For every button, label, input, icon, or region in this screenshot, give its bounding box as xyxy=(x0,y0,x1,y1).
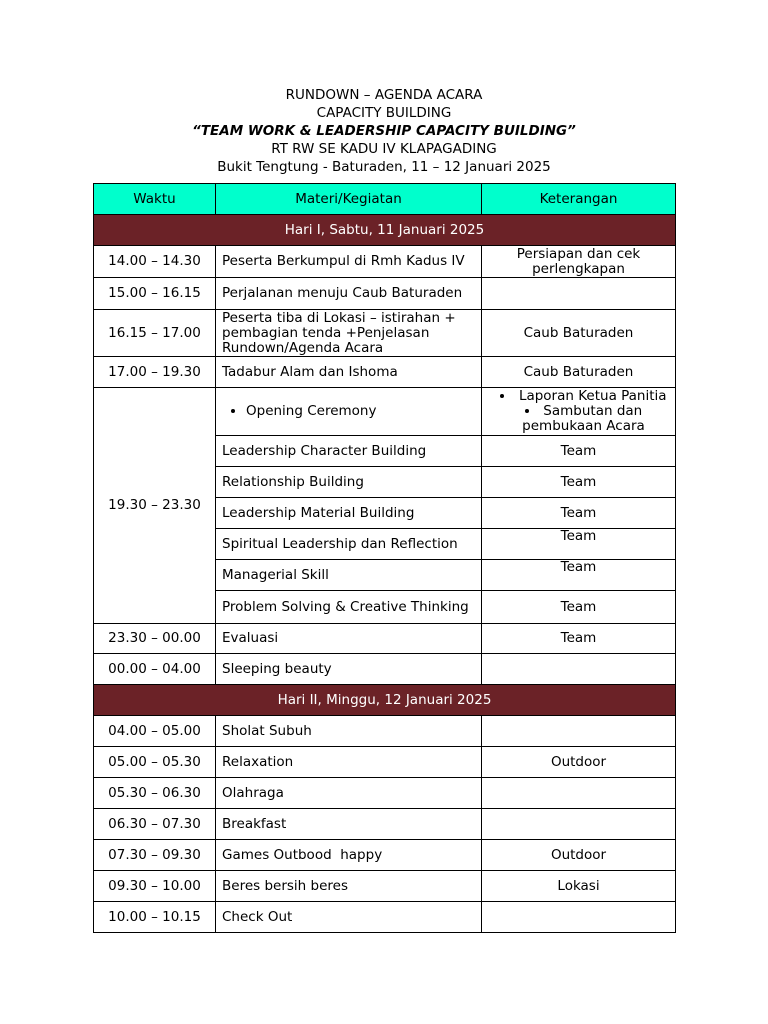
table-row xyxy=(94,840,676,871)
title-line-4: RT RW SE KADU IV KLAPAGADING xyxy=(271,141,497,157)
table-row xyxy=(94,747,676,778)
time-cell: 05.30 – 06.30 xyxy=(94,778,216,809)
time-cell: 00.00 – 04.00 xyxy=(94,654,216,685)
time-cell: 06.30 – 07.30 xyxy=(94,809,216,840)
table-row xyxy=(94,778,676,809)
activity-cell: Peserta tiba di Lokasi – istirahan + pembagian tenda +Penjelasan Rundown/Agenda Acara xyxy=(216,310,482,357)
activity-cell: Check Out xyxy=(216,902,482,933)
note-cell: Persiapan dan cek perlengkapan xyxy=(482,246,676,278)
note-cell xyxy=(482,654,676,685)
time-cell: 04.00 – 05.00 xyxy=(94,716,216,747)
column-header-materi: Materi/Kegiatan xyxy=(216,184,482,215)
column-header-keterangan: Keterangan xyxy=(482,184,676,215)
note-cell: Team xyxy=(482,498,676,529)
title-line-2: CAPACITY BUILDING xyxy=(316,105,452,121)
activity-cell: Leadership Character Building xyxy=(216,436,482,467)
time-cell: 16.15 – 17.00 xyxy=(94,310,216,357)
day-2-header: Hari II, Minggu, 12 Januari 2025 xyxy=(94,685,676,716)
time-cell: 10.00 – 10.15 xyxy=(94,902,216,933)
table-row xyxy=(94,716,676,747)
title-line-5: Bukit Tengtung - Baturaden, 11 – 12 Januari 2025 xyxy=(217,159,551,175)
rundown-table xyxy=(93,183,676,933)
title-line-1: RUNDOWN – AGENDA ACARA xyxy=(285,87,483,103)
activity-cell: Beres bersih beres xyxy=(216,871,482,902)
activity-cell: Sholat Subuh xyxy=(216,716,482,747)
time-cell: 14.00 – 14.30 xyxy=(94,246,216,278)
activity-cell: Breakfast xyxy=(216,809,482,840)
table-row xyxy=(94,871,676,902)
time-cell: 19.30 – 23.30 xyxy=(94,388,216,624)
day-header-row xyxy=(94,685,676,716)
note-cell: Lokasi xyxy=(482,871,676,902)
day-1-header: Hari I, Sabtu, 11 Januari 2025 xyxy=(94,215,676,246)
time-cell: 15.00 – 16.15 xyxy=(94,278,216,310)
activity-cell: Managerial Skill xyxy=(216,560,482,591)
table-row xyxy=(94,246,676,278)
activity-cell xyxy=(216,388,482,436)
activity-cell: Relaxation xyxy=(216,747,482,778)
table-row xyxy=(94,654,676,685)
activity-cell: Tadabur Alam dan Ishoma xyxy=(216,357,482,388)
note-cell xyxy=(482,278,676,310)
note-cell: Caub Baturaden xyxy=(482,310,676,357)
activity-cell: Sleeping beauty xyxy=(216,654,482,685)
activity-cell: Olahraga xyxy=(216,778,482,809)
time-cell: 09.30 – 10.00 xyxy=(94,871,216,902)
note-cell: Outdoor xyxy=(482,747,676,778)
table-row xyxy=(94,388,676,436)
activity-cell: Leadership Material Building xyxy=(216,498,482,529)
note-cell xyxy=(482,388,676,436)
time-cell: 05.00 – 05.30 xyxy=(94,747,216,778)
table-row xyxy=(94,310,676,357)
note-cell: Team xyxy=(482,560,676,591)
document-header xyxy=(0,86,768,176)
activity-cell: Problem Solving & Creative Thinking xyxy=(216,591,482,624)
table-row xyxy=(94,357,676,388)
day-header-row xyxy=(94,215,676,246)
note-cell: Team xyxy=(482,467,676,498)
activity-cell: Games Outbood happy xyxy=(216,840,482,871)
column-header-waktu: Waktu xyxy=(94,184,216,215)
activity-cell: Spiritual Leadership dan Reflection xyxy=(216,529,482,560)
time-cell: 07.30 – 09.30 xyxy=(94,840,216,871)
activity-cell: Peserta Berkumpul di Rmh Kadus IV xyxy=(216,246,482,278)
note-cell: Team xyxy=(482,624,676,654)
activity-cell: Evaluasi xyxy=(216,624,482,654)
table-header-row xyxy=(94,184,676,215)
title-line-3: “TEAM WORK & LEADERSHIP CAPACITY BUILDING” xyxy=(192,123,576,139)
time-cell: 17.00 – 19.30 xyxy=(94,357,216,388)
table-row xyxy=(94,809,676,840)
note-cell xyxy=(482,902,676,933)
note-cell: Caub Baturaden xyxy=(482,357,676,388)
activity-cell: Relationship Building xyxy=(216,467,482,498)
time-cell: 23.30 – 00.00 xyxy=(94,624,216,654)
note-cell xyxy=(482,778,676,809)
list-item: • Sambutan dan pembukaan Acara xyxy=(498,404,669,434)
activity-cell: Perjalanan menuju Caub Baturaden xyxy=(216,278,482,310)
note-cell: Outdoor xyxy=(482,840,676,871)
note-cell: Team xyxy=(482,436,676,467)
table-row xyxy=(94,624,676,654)
table-row xyxy=(94,278,676,310)
list-item: • Opening Ceremony xyxy=(246,404,475,419)
table-row xyxy=(94,902,676,933)
note-cell: Team xyxy=(482,591,676,624)
list-item: • Laporan Ketua Panitia xyxy=(498,389,669,404)
note-cell xyxy=(482,809,676,840)
note-cell: Team xyxy=(482,529,676,560)
note-cell xyxy=(482,716,676,747)
